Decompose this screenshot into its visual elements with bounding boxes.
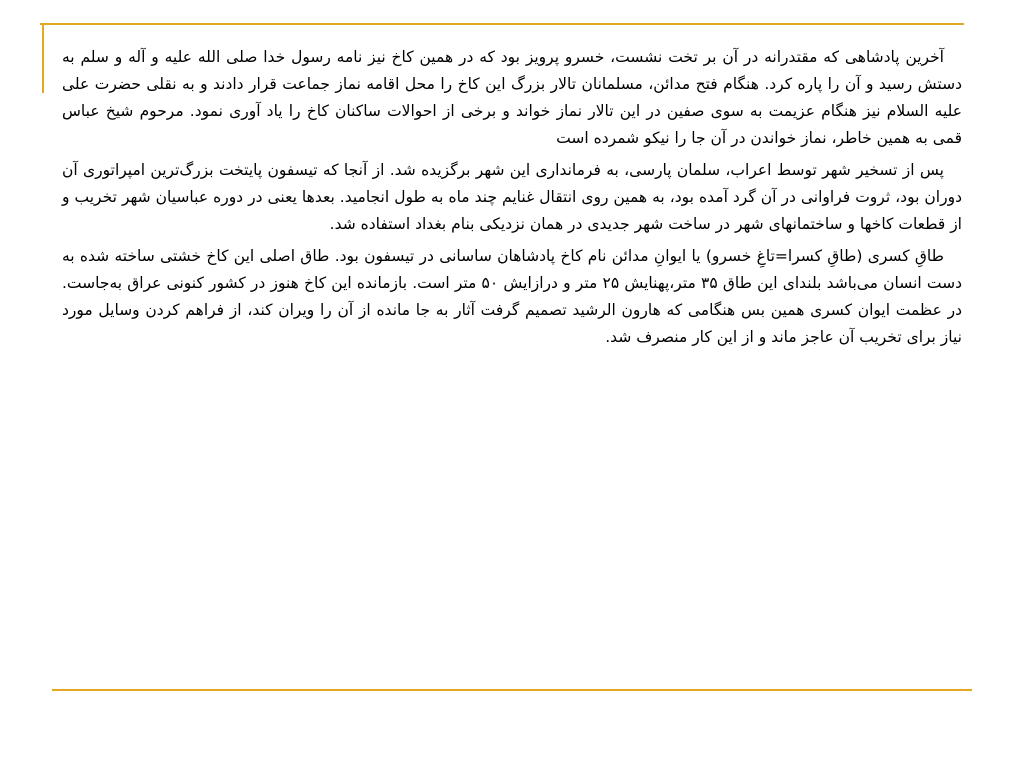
paragraph-2: پس از تسخیر شهر توسط اعراب، سلمان پارسی، به فرمانداری این شهر برگزیده شد. از آنجا که تیسفون پایتخت بزرگ‌ترین امپراتوری آن دوران بود، ثروت فراوانی در آن گرد آمده بود، به همین روی انتقال غنایم چند ماه به طول انجامید. بعدها یعنی در دوره عباسیان شهر تخریب و از قطعات کاخها و ساختمانهای شهر در ساخت شهر جدیدی در همان نزدیکی بنام بغداد استفاده شد. (62, 161, 962, 233)
left-accent-bar (42, 23, 44, 93)
paragraph-3: طاقِ کسری (طاقِ کسرا=تاغِ خسرو) یا ایوانِ مدائن نام کاخ پادشاهان ساسانی در تیسفون بود. طاق اصلی این کاخ خشتی ساخته شده به دست انسان می‌باشد بلندای این طاق ۳۵ متر،پهنایش ۲۵ متر و درازایش ۵۰ متر است. بازمانده این کاخ هنوز در کشور کنونی عراق به‌جاست. در عظمت ایوان کسری همین بس هنگامی که هارون الرشید تصمیم گرفت آثار به جا مانده از آن را ویران کند، از فراهم کردن وسایل مورد نیاز برای تخریب آن عاجز ماند و از این کار منصرف شد. (62, 247, 963, 346)
paragraph-1: آخرین پادشاهی که مقتدرانه در آن بر تخت نشست، خسرو پرویز بود که در همین کاخ نیز نامه رسول خدا صلی الله علیه و آله و سلم به دستش رسید و آن را پاره کرد. هنگام فتح مدائن، مسلمانان تالار بزرگ این کاخ را محل اقامه نماز جماعت قرار دادند و به نقلی حضرت علی علیه السلام نیز هنگام عزیمت به سوی صفین در این تالار نماز خواند و برخی از احوالات ساکنان کاخ را یاد آوری نمود. مرحوم شیخ عباس قمی به همین خاطر، نماز خواندن در آن جا را نیکو شمرده است (62, 48, 962, 147)
slide-body (62, 44, 962, 356)
bottom-divider (52, 689, 972, 691)
top-divider (40, 23, 964, 25)
